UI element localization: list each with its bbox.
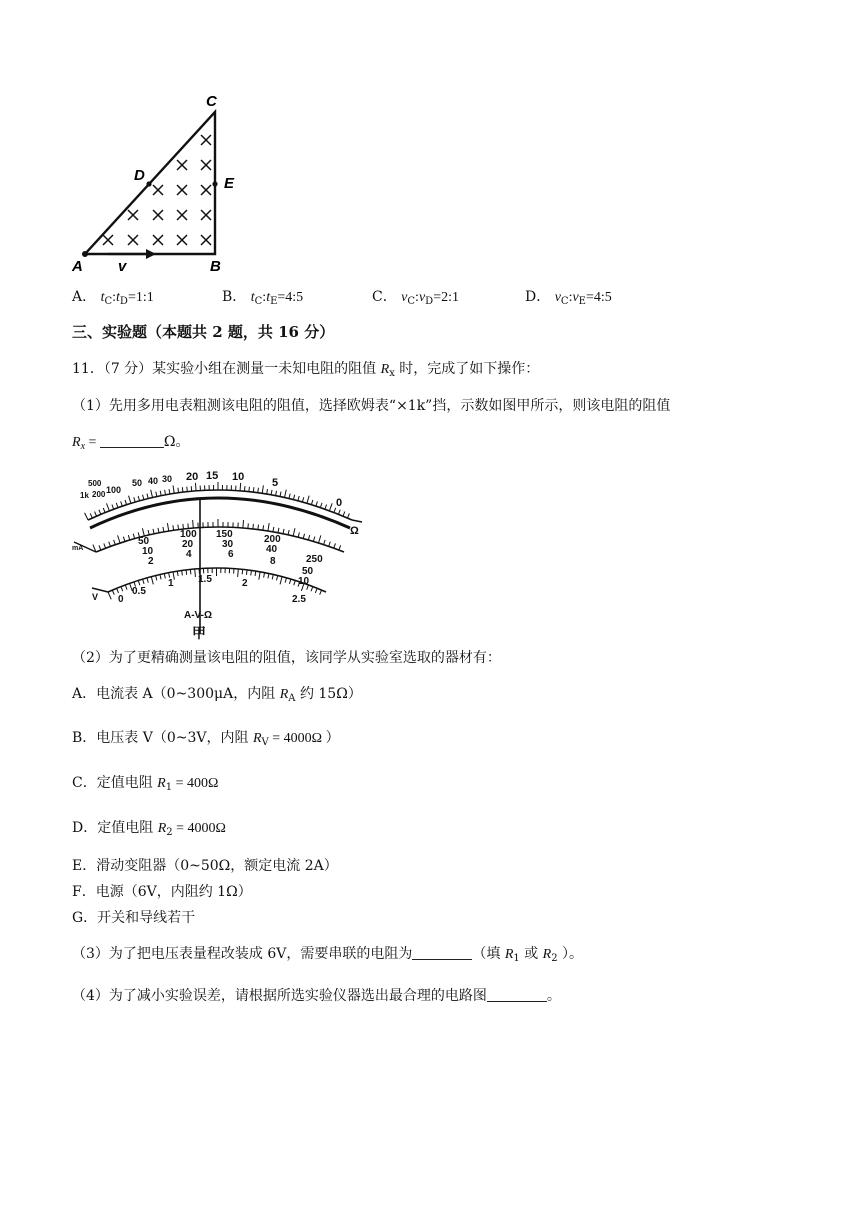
scale-tick: [243, 520, 244, 528]
scale-tick: [182, 570, 183, 575]
scale-tick: [114, 540, 116, 545]
dc-label: 4: [186, 549, 192, 560]
scale-tick: [193, 520, 194, 528]
ac-label: 1.5: [198, 574, 212, 585]
equipment-g: G．开关和导线若干: [72, 910, 196, 926]
scale-tick: [253, 524, 254, 529]
scale-tick: [285, 490, 287, 498]
answer-blank-circuit: [487, 987, 547, 1002]
equipment-e: E．滑动变阻器（0~50Ω，额定电流 2A）: [72, 858, 338, 874]
ohm-label: 200: [92, 490, 106, 499]
scale-tick: [276, 491, 277, 496]
scale-tick: [255, 571, 256, 576]
q10-option-c: C． $v_C:v_D=2:1$: [372, 289, 459, 307]
scale-tick: [147, 494, 148, 499]
scale-tick: [311, 500, 312, 505]
velocity-arrowhead: [146, 249, 156, 259]
ohm-label: 100: [106, 485, 122, 495]
label-d: D: [134, 167, 145, 184]
scale-tick: [182, 487, 183, 492]
dc-label: 100: [180, 529, 197, 540]
scale-tick: [118, 535, 121, 543]
scale-tick: [143, 579, 144, 584]
ac-scale-labels: [92, 574, 306, 605]
scale-tick: [125, 585, 127, 590]
point-a-dot: [82, 251, 88, 257]
scale-tick: [156, 576, 157, 581]
equipment-f: F．电源（6V，内阻约 1Ω）: [72, 884, 252, 900]
scale-tick: [258, 525, 259, 530]
scale-tick: [186, 570, 187, 575]
label-e: E: [224, 175, 235, 192]
dc-label: 2: [148, 556, 154, 567]
scale-tick: [264, 573, 265, 578]
dc-unit-label: mA: [72, 545, 84, 552]
label-a: A: [72, 258, 83, 275]
scale-tick: [151, 577, 153, 585]
scale-tick: [318, 535, 320, 543]
scale-tick: [178, 525, 179, 530]
q11-part2: （2）为了更精确测量该电阻的阻值，该同学从实验室选取的器材有：: [72, 650, 501, 666]
section-heading: 三、实验题（本题共 2 题，共 16 分）: [72, 323, 335, 341]
scale-tick: [246, 570, 247, 575]
scale-tick: [308, 535, 309, 540]
scale-tick: [147, 578, 148, 583]
scale-tick: [320, 590, 322, 595]
scale-tick: [195, 483, 196, 491]
ohm-label: 15: [206, 470, 219, 482]
ac-label: 0.5: [132, 586, 146, 597]
dc-label: 150: [216, 529, 233, 540]
scale-tick: [315, 588, 317, 593]
q11-part3: （3）为了把电压表量程改装成 6V，需要串联的电阻为 （填 $R_1$ 或 $R_2$ ）。: [72, 946, 584, 964]
ohm-symbol: Ω: [350, 525, 359, 537]
scale-tick: [121, 501, 123, 506]
scale-tick: [195, 569, 196, 577]
scale-tick: [125, 500, 127, 505]
scale-tick: [138, 580, 140, 585]
scale-tick: [325, 504, 327, 509]
scale-tick: [178, 488, 179, 493]
scale-tick: [289, 579, 290, 584]
scale-tick: [160, 491, 161, 496]
multimeter-dial-figure: [66, 462, 366, 642]
q11-part4: （4）为了减小实验误差，请根据所选实验仪器选出最合理的电路图 。: [72, 988, 561, 1004]
scale-tick: [99, 510, 101, 515]
dc-label: 50: [302, 566, 314, 577]
scale-tick: [240, 483, 241, 491]
scale-tick: [177, 571, 178, 576]
scale-tick: [238, 569, 239, 577]
scale-tick: [329, 503, 332, 511]
dc-label: 8: [270, 556, 276, 567]
ac-label: 2: [242, 578, 248, 589]
scale-tick: [303, 534, 304, 539]
scale-tick: [112, 590, 114, 595]
dc-label: 20: [182, 539, 194, 550]
scale-tick: [289, 494, 290, 499]
scale-tick: [320, 503, 322, 508]
scale-tick: [280, 492, 281, 497]
scale-tick: [142, 528, 144, 536]
q11-part1-line1: （1）先用多用电表粗测该电阻的阻值，选择欧姆表“×1k”挡，示数如图甲所示，则该电阻的阻值: [72, 398, 671, 414]
scale-tick: [108, 592, 111, 599]
scale-tick: [311, 587, 313, 592]
scale-tick: [156, 492, 157, 497]
equipment-d: D．定值电阻 $R_2 = 4000\Omega$: [72, 820, 226, 838]
scale-tick: [316, 501, 318, 506]
equipment-c: C．定值电阻 $R_1 = 400\Omega$: [72, 775, 219, 793]
scale-tick: [288, 530, 289, 535]
scale-tick: [253, 487, 254, 492]
scale-tick: [262, 485, 263, 493]
scale-tick: [271, 490, 272, 495]
scale-tick: [138, 496, 139, 501]
label-v: v: [118, 258, 127, 275]
ohm-label: 0: [336, 497, 343, 509]
scale-tick: [187, 487, 188, 492]
point-d-dot: [146, 181, 151, 186]
scale-tick: [268, 523, 269, 531]
q10-option-b: B． $t_C:t_E=4:5$: [222, 289, 304, 307]
scale-tick: [167, 523, 168, 531]
scale-tick: [128, 535, 129, 540]
answer-blank-resistor: [412, 945, 472, 960]
equipment-a: A．电流表 A（0~300μA，内阻 $R_A$ 约 15Ω）: [72, 686, 362, 704]
scale-tick: [268, 574, 269, 579]
ohm-label: 1k: [80, 491, 89, 500]
scale-tick: [280, 577, 282, 585]
ohm-band-arc: [90, 498, 350, 528]
ohm-label: 40: [148, 476, 159, 486]
dc-label: 50: [138, 536, 150, 547]
dc-label: 250: [306, 554, 323, 565]
scale-tick: [143, 495, 144, 500]
scale-tick: [242, 569, 243, 574]
dc-label: 6: [228, 549, 234, 560]
scale-tick: [293, 495, 294, 500]
scale-tick: [285, 578, 286, 583]
scale-tick: [273, 527, 274, 532]
scale-tick: [133, 534, 134, 539]
scale-tick: [99, 545, 101, 550]
scale-tick: [123, 537, 124, 542]
scale-tick: [278, 528, 279, 533]
scale-tick: [169, 489, 170, 494]
scale-tick: [272, 574, 273, 579]
ac-label: 2.5: [292, 594, 306, 605]
dc-label: 40: [266, 544, 278, 555]
scale-tick: [190, 569, 191, 574]
scale-tick: [103, 508, 105, 513]
triangle-field-figure: [60, 88, 260, 278]
scale-tick: [90, 513, 92, 518]
scale-tick: [151, 490, 153, 498]
ohm-label: 500: [88, 479, 102, 488]
q10-option-d: D． $v_C:v_E=4:5$: [525, 289, 612, 307]
scale-tick: [160, 574, 161, 579]
scale-tick: [121, 587, 123, 592]
scale-tick: [104, 543, 106, 548]
scale-tick: [165, 490, 166, 495]
scale-tick: [169, 573, 170, 578]
scale-tick: [343, 512, 345, 517]
scale-tick: [164, 574, 165, 579]
scale-tick: [298, 496, 299, 501]
scale-tick: [249, 487, 250, 492]
magnetic-field-crosses: [103, 135, 211, 245]
scale-tick: [163, 527, 164, 532]
ac-label: 0: [118, 594, 124, 605]
dc-label: 30: [222, 539, 234, 550]
scale-tick: [283, 529, 284, 534]
equipment-b: B．电压表 V（0~3V，内阻 $R_V = 4000\Omega$ ）: [72, 730, 340, 748]
scale-tick: [109, 542, 111, 547]
scale-tick: [324, 540, 326, 545]
ohm-bracket: [352, 520, 362, 522]
scale-tick: [117, 588, 119, 593]
scale-tick: [173, 485, 174, 493]
scale-tick: [134, 497, 135, 502]
scale-tick: [302, 497, 303, 502]
scale-tick: [106, 503, 109, 510]
ac-label: 1: [168, 578, 174, 589]
scale-tick: [313, 537, 314, 542]
ohm-label: 50: [132, 478, 143, 488]
q11-part1-line2: $R_x = \Omega$。: [72, 434, 190, 452]
q11-stem: 11．（7 分）某实验小组在测量一未知电阻的阻值 $R_x$ 时，完成了如下操作：: [72, 361, 540, 379]
answer-blank-rx: [100, 433, 164, 448]
scale-tick: [153, 529, 154, 534]
scale-tick: [258, 488, 259, 493]
dc-label: 200: [264, 534, 281, 545]
scale-tick: [294, 580, 296, 585]
scale-tick: [298, 532, 299, 537]
scale-tick: [347, 513, 349, 518]
ohm-label: 5: [272, 477, 279, 489]
point-e-dot: [212, 181, 217, 186]
scale-tick: [329, 542, 331, 547]
scale-tick: [267, 489, 268, 494]
ohm-label: 30: [162, 474, 173, 484]
scale-tick: [277, 576, 278, 581]
q10-option-a: A． $t_C:t_D=1:1$: [72, 289, 154, 307]
scale-tick: [85, 513, 88, 520]
ohm-label: 10: [232, 471, 245, 483]
scale-tick: [116, 503, 118, 508]
scale-tick: [339, 545, 341, 550]
ohm-label: 20: [186, 471, 199, 483]
scale-tick: [259, 572, 260, 580]
scale-tick: [293, 528, 295, 536]
scale-tick: [251, 570, 252, 575]
label-b: B: [210, 258, 221, 275]
dc-label: 10: [142, 546, 154, 557]
figure-caption: 甲: [192, 626, 206, 642]
scale-tick: [95, 512, 97, 517]
center-label: A-V-Ω: [184, 610, 213, 621]
scale-tick: [307, 496, 309, 504]
scale-tick: [148, 530, 149, 535]
label-c: C: [206, 93, 217, 110]
scale-tick: [263, 525, 264, 530]
scale-tick: [129, 496, 131, 504]
ac-unit-label: V: [92, 592, 99, 602]
scale-tick: [158, 528, 159, 533]
scale-tick: [334, 543, 336, 548]
scale-tick: [338, 510, 340, 515]
scale-tick: [173, 525, 174, 530]
scale-tick: [112, 505, 114, 510]
dc-label: 10: [298, 576, 310, 587]
ohm-scale-arc: [88, 490, 352, 520]
